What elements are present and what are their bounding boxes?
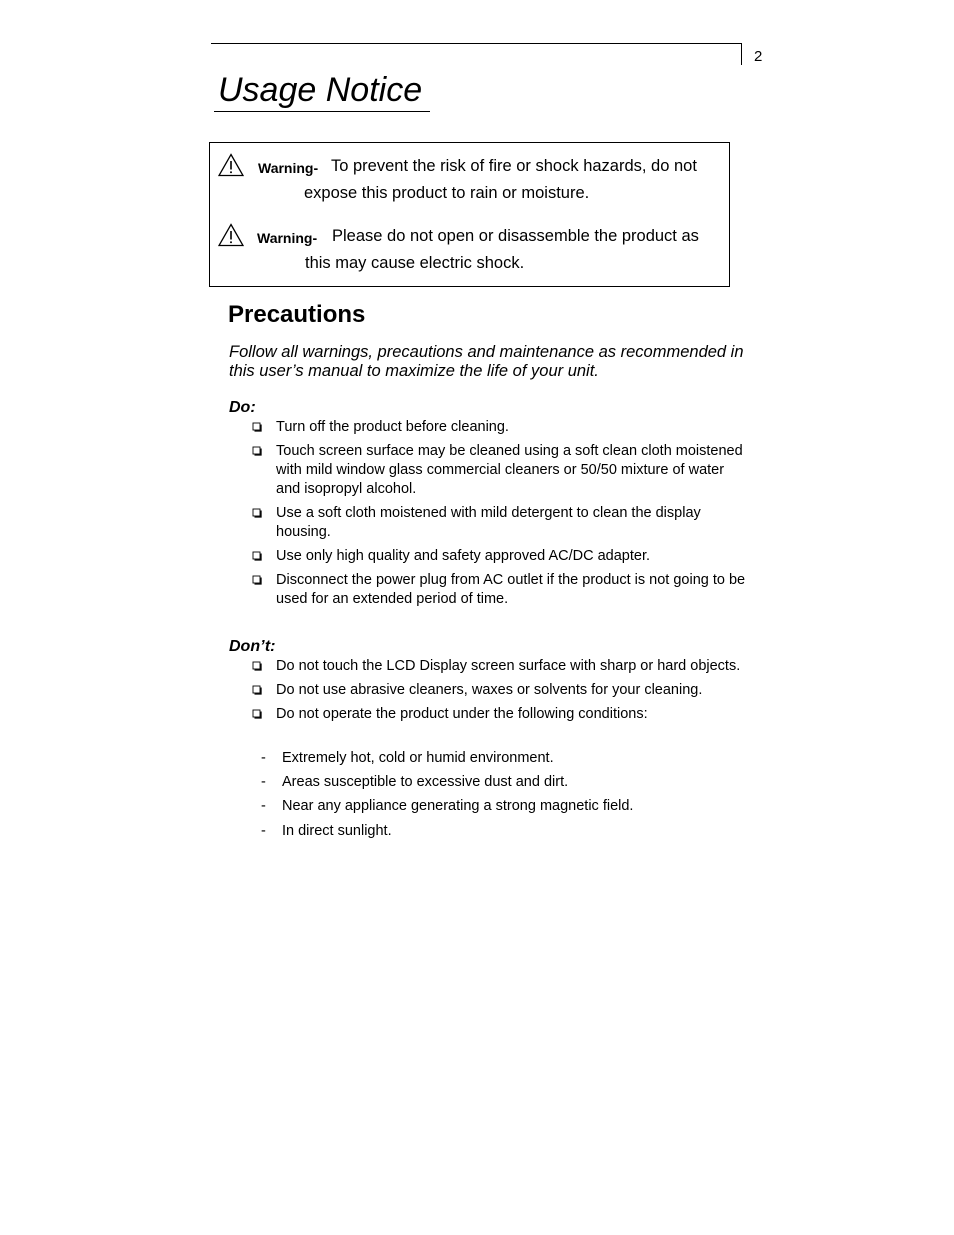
warning-text-continued: this may cause electric shock. (305, 254, 525, 272)
list-item-text: Use a soft cloth moistened with mild detergent to clean the display housing. (276, 504, 701, 540)
list-item-text: Use only high quality and safety approved AC/DC adapter. (276, 547, 651, 564)
list-item (252, 418, 752, 437)
list-item (252, 504, 752, 541)
list-item (261, 822, 633, 841)
dont-heading: Don’t: (229, 638, 276, 655)
list-item (252, 547, 752, 566)
checkbox-bullet-icon (252, 508, 262, 518)
checkbox-bullet-icon (252, 709, 262, 719)
dash-bullet: - (261, 774, 266, 791)
page-number: 2 (754, 48, 763, 65)
header-rule (211, 43, 741, 44)
checkbox-bullet-icon (252, 446, 262, 456)
list-item (261, 797, 633, 816)
checkbox-bullet-icon (252, 551, 262, 561)
dont-list (252, 657, 752, 730)
list-item-text: Touch screen surface may be cleaned using a soft clean cloth moistened with mild window glass commercial cleaners or 50/50 mixture of water and isopropyl alcohol. (276, 443, 743, 497)
list-item (252, 657, 752, 676)
list-item-text: Do not operate the product under the following conditions: (276, 706, 648, 723)
warning-box (209, 142, 730, 287)
warning-text: To prevent the risk of fire or shock hazards, do not (331, 157, 697, 175)
list-item-text: Do not touch the LCD Display screen surface with sharp or hard objects. (276, 658, 741, 674)
checkbox-bullet-icon (252, 422, 262, 432)
title-underline (214, 111, 430, 112)
list-item (261, 773, 633, 792)
warning-label: Warning- (257, 230, 318, 246)
warning-label: Warning- (258, 160, 319, 176)
list-item-text: Disconnect the power plug from AC outlet if the product is not going to be used for an extended period of time. (276, 571, 746, 607)
checkbox-bullet-icon (252, 575, 262, 585)
list-item-text: Near any appliance generating a strong magnetic field. (282, 798, 634, 815)
page-title: Usage Notice (218, 71, 423, 109)
list-item (261, 749, 633, 768)
list-item (252, 442, 752, 498)
precautions-heading: Precautions (228, 301, 366, 328)
page-number-divider (741, 43, 742, 65)
dash-bullet: - (261, 750, 266, 766)
list-item-text: In direct sunlight. (282, 822, 392, 839)
precautions-intro: Follow all warnings, precautions and maintenance as recommended in this user’s manual to maximize the life of your unit. (229, 343, 744, 380)
list-item-text: Areas susceptible to excessive dust and dirt. (282, 774, 569, 791)
list-item-text: Extremely hot, cold or humid environment. (282, 750, 554, 766)
dash-bullet: - (261, 798, 266, 815)
list-item-text: Turn off the product before cleaning. (276, 419, 509, 435)
dash-bullet: - (261, 822, 266, 839)
warning-triangle-icon (218, 153, 244, 177)
list-item (252, 705, 752, 724)
warning-text-continued: expose this product to rain or moisture. (304, 184, 590, 202)
warning-text: Please do not open or disassemble the product as (332, 227, 699, 245)
list-item (252, 571, 752, 608)
do-list (252, 418, 752, 614)
checkbox-bullet-icon (252, 661, 262, 671)
list-item (252, 681, 752, 700)
checkbox-bullet-icon (252, 685, 262, 695)
conditions-list (261, 749, 633, 846)
warning-triangle-icon (218, 223, 244, 247)
list-item-text: Do not use abrasive cleaners, waxes or solvents for your cleaning. (276, 682, 703, 699)
do-heading: Do: (229, 399, 256, 416)
